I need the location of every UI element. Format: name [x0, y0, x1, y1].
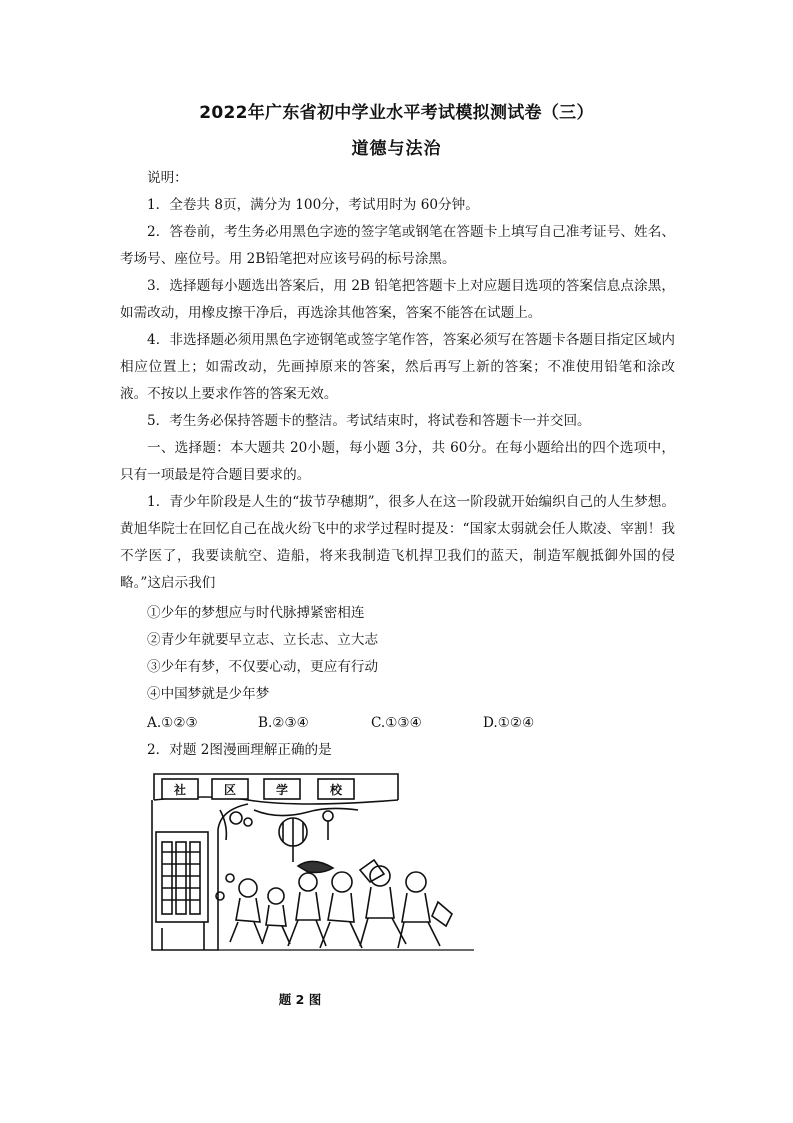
- choice-d: D.①②④: [483, 715, 535, 731]
- instruction-item: 5．考生务必保持答题卡的整洁。考试结束时，将试卷和答题卡一并交回。: [147, 413, 591, 429]
- instructions-heading: 说明：: [147, 170, 188, 186]
- cartoon-figure: [148, 770, 478, 960]
- question-2-stem: 2．对题 2图漫画理解正确的是: [147, 742, 332, 758]
- subject-title: 道德与法治: [351, 139, 442, 159]
- question-1-choices: [147, 710, 567, 737]
- instruction-item: 3．选择题每小题选出答案后，用 2B 铅笔把答题卡上对应题目选项的答案信息点涂黑，如需改动，用橡皮擦干净后，再选涂其他答案，答案不能答在试题上。: [120, 278, 675, 321]
- instruction-item: 1．全卷共 8页，满分为 100分，考试用时为 60分钟。: [147, 197, 479, 213]
- sign-char: 学: [275, 783, 289, 797]
- sign-char: 校: [329, 783, 343, 797]
- sign-char: 社: [173, 783, 187, 797]
- choice-b: B.②③④: [258, 715, 309, 731]
- choice-a: A.①②③: [147, 715, 198, 731]
- sign-char: 区: [223, 783, 237, 797]
- question-1-statement: ①少年的梦想应与时代脉搏紧密相连: [147, 605, 365, 621]
- instruction-item: 2．答卷前，考生务必用黑色字迹的签字笔或钢笔在答题卡上填写自己准考证号、姓名、考场号、座位号。用 2B铅笔把对应该号码的标号涂黑。: [120, 224, 675, 267]
- question-1-stem: 1．青少年阶段是人生的“拔节孕穗期”，很多人在这一阶段就开始编织自己的人生梦想。黄旭华院士在回忆自己在战火纷飞中的求学过程时提及：“国家太弱就会任人欺凌、宰割！我不学医了，我要读航空、造船，将来我制造飞机捍卫我们的蓝天，制造军舰抵御外国的侵略。”这启示我们: [120, 494, 675, 591]
- question-1-statement: ②青少年就要早立志、立长志、立大志: [147, 632, 379, 648]
- section-heading: 一、选择题：本大题共 20小题，每小题 3分，共 60分。在每小题给出的四个选项中，只有一项最是符合题目要求的。: [120, 440, 675, 483]
- figure-caption: 题 2 图: [278, 992, 322, 1007]
- exam-title: 2022年广东省初中学业水平考试模拟测试卷（三）: [199, 103, 594, 123]
- question-1-statement: ④中国梦就是少年梦: [147, 686, 270, 702]
- question-1-statement: ③少年有梦，不仅要心动，更应有行动: [147, 659, 379, 675]
- choice-c: C.①③④: [371, 715, 422, 731]
- instruction-item: 4．非选择题必须用黑色字迹钢笔或签字笔作答，答案必须写在答题卡各题目指定区域内相应位置上；如需改动，先画掉原来的答案，然后再写上新的答案；不准使用铅笔和涂改液。不按以上要求作答的答案无效。: [120, 332, 675, 402]
